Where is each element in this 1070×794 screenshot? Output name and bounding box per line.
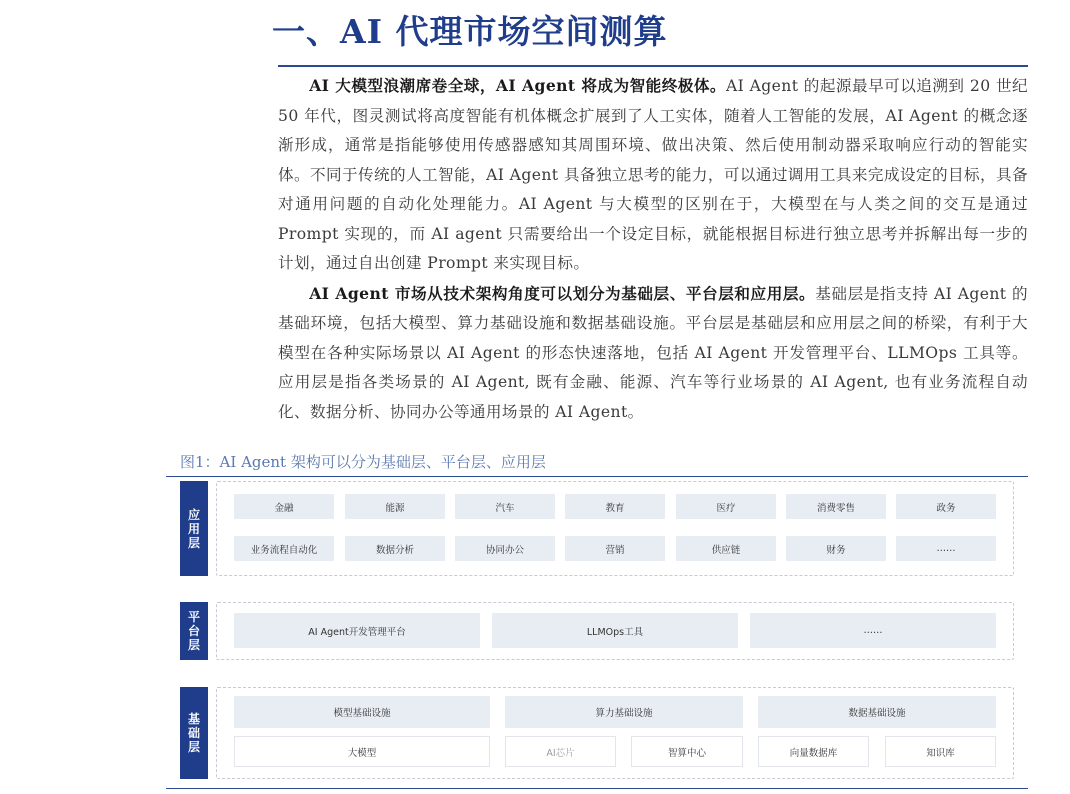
foundation-layer-label	[180, 687, 208, 779]
foundation-cell-compute-center: 智算中心	[631, 736, 743, 767]
foundation-header-model: 模型基础设施	[234, 696, 490, 728]
app-cell-process-automation: 业务流程自动化	[234, 536, 334, 561]
platform-cell-more: ……	[750, 613, 996, 648]
foundation-layer	[180, 687, 1014, 779]
application-layer	[180, 481, 1014, 576]
app-cell-more: ……	[896, 536, 996, 561]
app-cell-government: 政务	[896, 494, 996, 519]
paragraph-2	[278, 279, 1028, 428]
app-cell-auto: 汽车	[455, 494, 555, 519]
app-cell-retail: 消费零售	[786, 494, 886, 519]
platform-cell-agent-dev: AI Agent开发管理平台	[234, 613, 480, 648]
paragraph-2-body: 基础层是指支持 AI Agent 的基础环境，包括大模型、算力基础设施和数据基础设施。平台层是基础层和应用层之间的桥梁，有利于大模型在各种实际场景以 AI Agent 的形态快速落地，包括 AI Agent 开发管理平台、LLMOps 工具等。应用层是指各类场景的 AI Agent, 既有金融、能源、汽车等行业场景的 AI Agent, 也有业务流程自动化、数据分析、协同办公等通用场景的 AI Agent。	[278, 284, 1029, 421]
paragraph-1	[278, 71, 1028, 279]
app-cell-finance-ops: 财务	[786, 536, 886, 561]
platform-layer-label	[180, 602, 208, 660]
app-cell-education: 教育	[565, 494, 665, 519]
body-text	[278, 71, 1028, 427]
app-cell-supply-chain: 供应链	[676, 536, 776, 561]
app-cell-marketing: 营销	[565, 536, 665, 561]
title-divider	[278, 65, 1028, 67]
foundation-cell-ai-chip: AI芯片	[505, 736, 616, 767]
foundation-cell-vector-db: 向量数据库	[758, 736, 869, 767]
application-layer-label	[180, 481, 208, 576]
foundation-header-data: 数据基础设施	[758, 696, 996, 728]
foundation-header-compute: 算力基础设施	[505, 696, 743, 728]
app-cell-collaboration: 协同办公	[455, 536, 555, 561]
paragraph-1-body: AI Agent 的起源最早可以追溯到 20 世纪 50 年代，图灵测试将高度智能有机体概念扩展到了人工实体，随着人工智能的发展，AI Agent 的概念逐渐形成，通常是指能够使用传感器感知其周围环境、做出决策、然后使用制动器采取响应行动的智能实体。不同于传统的人工智能，AI Agent 具备独立思考的能力，可以通过调用工具来完成设定的目标，具备对通用问题的自动化处理能力。AI Agent 与大模型的区别在于，大模型在与人类之间的交互是通过 Prompt 实现的，而 AI agent 只需要给出一个设定目标，就能根据目标进行独立思考并拆解出每一步的计划，通过自出创建 Prompt 来实现目标。	[278, 77, 1029, 272]
paragraph-1-lead: AI 大模型浪潮席卷全球，AI Agent 将成为智能终极体。	[309, 76, 726, 95]
platform-layer	[180, 602, 1014, 660]
foundation-cell-knowledge-base: 知识库	[885, 736, 996, 767]
foundation-cell-large-model: 大模型	[234, 736, 490, 767]
foundation-layer-label-text: 基础层	[187, 712, 200, 754]
application-layer-label-text: 应用层	[187, 507, 200, 550]
app-cell-medical: 医疗	[676, 494, 776, 519]
figure-caption: 图1：AI Agent 架构可以分为基础层、平台层、应用层	[180, 453, 546, 471]
section-title: 一、AI 代理市场空间测算	[272, 12, 668, 51]
platform-layer-label-text: 平台层	[187, 610, 200, 652]
app-cell-data-analysis: 数据分析	[345, 536, 445, 561]
app-cell-finance: 金融	[234, 494, 334, 519]
platform-cell-llmops: LLMOps工具	[492, 613, 738, 648]
figure-top-rule	[166, 476, 1028, 477]
figure-bottom-rule	[166, 788, 1028, 789]
paragraph-2-lead: AI Agent 市场从技术架构角度可以划分为基础层、平台层和应用层。	[309, 283, 816, 303]
app-cell-energy: 能源	[345, 494, 445, 519]
